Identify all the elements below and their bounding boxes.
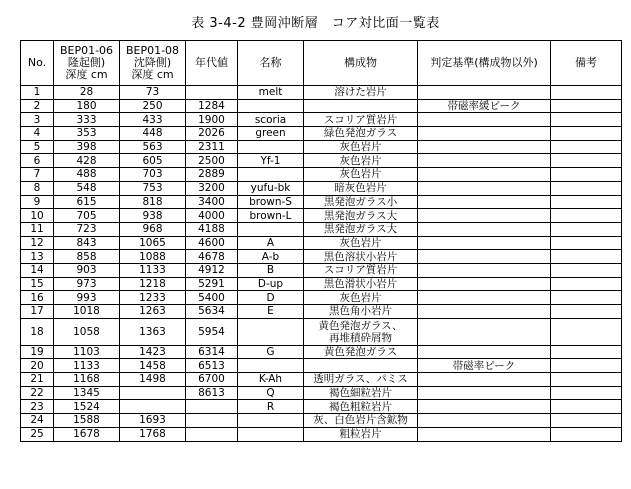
cell-bep08-depth: 1458 [120, 359, 186, 373]
table-row [21, 277, 622, 291]
cell-bep08-depth: 250 [120, 99, 186, 113]
cell-age: 4678 [186, 250, 238, 264]
cell-bep08-depth: 73 [120, 86, 186, 100]
cell-age: 2311 [186, 140, 238, 154]
cell-composition: 黒色滑状小岩片 [304, 277, 418, 291]
cell-bep08-depth: 938 [120, 209, 186, 223]
table-row [21, 127, 622, 141]
cell-criteria [418, 168, 551, 182]
cell-age: 6314 [186, 345, 238, 359]
cell-criteria [418, 236, 551, 250]
cell-bep08-depth [120, 386, 186, 400]
header-bep08-depth [120, 41, 186, 86]
table-row [21, 414, 622, 428]
cell-bep08-depth: 563 [120, 140, 186, 154]
cell-no: 6 [21, 154, 54, 168]
table-row [21, 400, 622, 414]
cell-composition: 灰色岩片 [304, 140, 418, 154]
cell-no: 11 [21, 222, 54, 236]
cell-name [238, 318, 304, 345]
cell-bep06-depth: 428 [54, 154, 120, 168]
cell-remarks [551, 140, 622, 154]
table-row [21, 154, 622, 168]
cell-age: 2500 [186, 154, 238, 168]
cell-composition: 透明ガラス、パミス [304, 373, 418, 387]
cell-criteria [418, 154, 551, 168]
cell-age: 5634 [186, 305, 238, 319]
cell-remarks [551, 373, 622, 387]
cell-bep08-depth: 1065 [120, 236, 186, 250]
cell-no: 24 [21, 414, 54, 428]
cell-criteria [418, 250, 551, 264]
cell-bep08-depth: 605 [120, 154, 186, 168]
cell-age: 5400 [186, 291, 238, 305]
table-row [21, 99, 622, 113]
cell-criteria [418, 222, 551, 236]
cell-no: 21 [21, 373, 54, 387]
table-title: 表 3-4-2 豊岡沖断層 コア対比面一覧表 [191, 16, 440, 31]
cell-composition: 灰色岩片 [304, 236, 418, 250]
cell-criteria [418, 113, 551, 127]
table-row [21, 168, 622, 182]
cell-name [238, 222, 304, 236]
cell-no: 8 [21, 181, 54, 195]
cell-no: 25 [21, 427, 54, 441]
cell-name: K-Ah [238, 373, 304, 387]
cell-bep06-depth: 398 [54, 140, 120, 154]
cell-no: 2 [21, 99, 54, 113]
cell-composition: 粗粒岩片 [304, 427, 418, 441]
header-criteria: 判定基準(構成物以外) [418, 41, 551, 86]
cell-bep08-depth: 1498 [120, 373, 186, 387]
cell-criteria [418, 414, 551, 428]
cell-age [186, 400, 238, 414]
cell-no: 3 [21, 113, 54, 127]
header-name: 名称 [238, 41, 304, 86]
cell-criteria [418, 400, 551, 414]
cell-bep08-depth: 1233 [120, 291, 186, 305]
cell-remarks [551, 305, 622, 319]
cell-remarks [551, 359, 622, 373]
table-row [21, 318, 622, 345]
cell-criteria [418, 305, 551, 319]
cell-name: scoria [238, 113, 304, 127]
table-row [21, 195, 622, 209]
cell-bep06-depth: 1103 [54, 345, 120, 359]
cell-composition: 褐色細粒岩片 [304, 386, 418, 400]
cell-name [238, 414, 304, 428]
cell-bep08-depth: 1218 [120, 277, 186, 291]
table-row [21, 359, 622, 373]
cell-composition: 灰色岩片 [304, 168, 418, 182]
cell-age: 1900 [186, 113, 238, 127]
cell-age: 4000 [186, 209, 238, 223]
cell-age [186, 86, 238, 100]
cell-bep08-depth: 433 [120, 113, 186, 127]
cell-no: 7 [21, 168, 54, 182]
cell-criteria [418, 386, 551, 400]
header-bep06-line2: 隆起側) [67, 56, 106, 69]
cell-name: D [238, 291, 304, 305]
cell-criteria: 帯磁率緩ピーク [418, 99, 551, 113]
cell-remarks [551, 99, 622, 113]
table-row [21, 263, 622, 277]
table-row [21, 250, 622, 264]
table-row [21, 427, 622, 441]
cell-bep06-depth: 1345 [54, 386, 120, 400]
cell-name: green [238, 127, 304, 141]
cell-age [186, 414, 238, 428]
cell-remarks [551, 318, 622, 345]
cell-remarks [551, 414, 622, 428]
cell-name: melt [238, 86, 304, 100]
cell-age: 5954 [186, 318, 238, 345]
cell-composition: 褐色粗粒岩片 [304, 400, 418, 414]
cell-bep06-depth: 1168 [54, 373, 120, 387]
cell-bep06-depth: 1058 [54, 318, 120, 345]
table-row [21, 86, 622, 100]
cell-remarks [551, 263, 622, 277]
cell-name: G [238, 345, 304, 359]
cell-bep08-depth: 1088 [120, 250, 186, 264]
cell-criteria [418, 291, 551, 305]
cell-bep08-depth: 818 [120, 195, 186, 209]
cell-criteria [418, 263, 551, 277]
cell-criteria [418, 140, 551, 154]
header-bep08-line1: BEP01-08 [125, 44, 180, 57]
cell-criteria [418, 209, 551, 223]
cell-bep08-depth: 1263 [120, 305, 186, 319]
cell-no: 15 [21, 277, 54, 291]
cell-bep06-depth: 843 [54, 236, 120, 250]
cell-age: 4600 [186, 236, 238, 250]
cell-bep08-depth: 968 [120, 222, 186, 236]
cell-no: 22 [21, 386, 54, 400]
cell-no: 17 [21, 305, 54, 319]
cell-composition: 黒色溶状小岩片 [304, 250, 418, 264]
cell-remarks [551, 154, 622, 168]
header-remarks: 備考 [551, 41, 622, 86]
cell-criteria [418, 427, 551, 441]
cell-age: 6513 [186, 359, 238, 373]
cell-composition: スコリア質岩片 [304, 113, 418, 127]
cell-name: Q [238, 386, 304, 400]
cell-remarks [551, 209, 622, 223]
header-age: 年代値 [186, 41, 238, 86]
cell-name [238, 427, 304, 441]
cell-remarks [551, 236, 622, 250]
cell-no: 16 [21, 291, 54, 305]
cell-name: D-up [238, 277, 304, 291]
table-row [21, 386, 622, 400]
cell-age: 4912 [186, 263, 238, 277]
cell-composition: スコリア質岩片 [304, 263, 418, 277]
cell-bep08-depth [120, 400, 186, 414]
cell-criteria [418, 318, 551, 345]
cell-remarks [551, 277, 622, 291]
table-row [21, 181, 622, 195]
cell-criteria [418, 181, 551, 195]
cell-remarks [551, 250, 622, 264]
cell-age: 3200 [186, 181, 238, 195]
table-row [21, 140, 622, 154]
cell-name [238, 140, 304, 154]
cell-name: R [238, 400, 304, 414]
cell-no: 9 [21, 195, 54, 209]
cell-bep08-depth: 753 [120, 181, 186, 195]
cell-composition: 黄色発泡ガラス、 再堆積砕屑物 [304, 318, 418, 345]
cell-no: 5 [21, 140, 54, 154]
cell-composition [304, 99, 418, 113]
cell-age: 2026 [186, 127, 238, 141]
cell-bep06-depth: 973 [54, 277, 120, 291]
cell-composition: 溶けた岩片 [304, 86, 418, 100]
cell-remarks [551, 168, 622, 182]
cell-bep08-depth: 1363 [120, 318, 186, 345]
cell-bep08-depth: 1693 [120, 414, 186, 428]
header-bep08-line3: 深度 cm [131, 68, 174, 81]
cell-composition: 黒発泡ガラス大 [304, 222, 418, 236]
cell-no: 20 [21, 359, 54, 373]
header-no: No. [21, 41, 54, 86]
cell-age: 2889 [186, 168, 238, 182]
table-row [21, 291, 622, 305]
cell-name: E [238, 305, 304, 319]
cell-name: A-b [238, 250, 304, 264]
table-row [21, 222, 622, 236]
cell-bep06-depth: 615 [54, 195, 120, 209]
cell-bep06-depth: 723 [54, 222, 120, 236]
cell-bep08-depth: 1423 [120, 345, 186, 359]
cell-name: brown-S [238, 195, 304, 209]
cell-name [238, 168, 304, 182]
cell-name [238, 359, 304, 373]
cell-composition: 黒色角小岩片 [304, 305, 418, 319]
cell-bep06-depth: 488 [54, 168, 120, 182]
cell-criteria: 帯磁率ピーク [418, 359, 551, 373]
cell-bep06-depth: 548 [54, 181, 120, 195]
cell-age: 1284 [186, 99, 238, 113]
cell-no: 18 [21, 318, 54, 345]
cell-no: 1 [21, 86, 54, 100]
cell-no: 19 [21, 345, 54, 359]
cell-bep06-depth: 1678 [54, 427, 120, 441]
cell-bep08-depth: 703 [120, 168, 186, 182]
cell-composition [304, 359, 418, 373]
cell-bep08-depth: 1768 [120, 427, 186, 441]
cell-remarks [551, 291, 622, 305]
cell-composition: 灰色岩片 [304, 154, 418, 168]
cell-bep06-depth: 858 [54, 250, 120, 264]
cell-criteria [418, 195, 551, 209]
cell-composition: 暗灰色岩片 [304, 181, 418, 195]
cell-remarks [551, 113, 622, 127]
cell-name: brown-L [238, 209, 304, 223]
cell-no: 12 [21, 236, 54, 250]
cell-criteria [418, 86, 551, 100]
cell-bep06-depth: 28 [54, 86, 120, 100]
cell-age: 6700 [186, 373, 238, 387]
cell-composition: 黒発泡ガラス大 [304, 209, 418, 223]
cell-bep06-depth: 180 [54, 99, 120, 113]
header-bep06-depth [54, 41, 120, 86]
cell-criteria [418, 345, 551, 359]
cell-bep06-depth: 903 [54, 263, 120, 277]
table-row [21, 345, 622, 359]
cell-age: 8613 [186, 386, 238, 400]
header-bep06-line3: 深度 cm [65, 68, 108, 81]
cell-composition: 灰色岩片 [304, 291, 418, 305]
cell-bep06-depth: 1588 [54, 414, 120, 428]
cell-age [186, 427, 238, 441]
cell-remarks [551, 127, 622, 141]
table-row [21, 209, 622, 223]
core-correlation-table [20, 40, 622, 442]
table-row [21, 305, 622, 319]
cell-criteria [418, 277, 551, 291]
cell-bep06-depth: 353 [54, 127, 120, 141]
cell-composition: 黒発泡ガラス小 [304, 195, 418, 209]
cell-name: B [238, 263, 304, 277]
cell-criteria [418, 373, 551, 387]
cell-composition: 灰、白色岩片含鉱物 [304, 414, 418, 428]
header-composition: 構成物 [304, 41, 418, 86]
table-row [21, 373, 622, 387]
cell-remarks [551, 86, 622, 100]
cell-no: 4 [21, 127, 54, 141]
cell-name: Yf-1 [238, 154, 304, 168]
header-bep06-line1: BEP01-06 [59, 44, 114, 57]
cell-bep06-depth: 1133 [54, 359, 120, 373]
cell-bep06-depth: 705 [54, 209, 120, 223]
cell-no: 14 [21, 263, 54, 277]
cell-remarks [551, 427, 622, 441]
cell-remarks [551, 400, 622, 414]
table-row [21, 236, 622, 250]
cell-name: A [238, 236, 304, 250]
cell-age: 3400 [186, 195, 238, 209]
cell-remarks [551, 386, 622, 400]
cell-bep06-depth: 1524 [54, 400, 120, 414]
cell-age: 5291 [186, 277, 238, 291]
cell-name: yufu-bk [238, 181, 304, 195]
cell-composition: 黄色発泡ガラス [304, 345, 418, 359]
cell-bep06-depth: 1018 [54, 305, 120, 319]
cell-age: 4188 [186, 222, 238, 236]
cell-bep06-depth: 333 [54, 113, 120, 127]
header-bep08-line2: 沈降側) [133, 56, 172, 69]
cell-no: 10 [21, 209, 54, 223]
cell-bep08-depth: 1133 [120, 263, 186, 277]
cell-bep08-depth: 448 [120, 127, 186, 141]
cell-bep06-depth: 993 [54, 291, 120, 305]
cell-no: 13 [21, 250, 54, 264]
cell-remarks [551, 195, 622, 209]
cell-name [238, 99, 304, 113]
cell-criteria [418, 127, 551, 141]
cell-composition: 緑色発泡ガラス [304, 127, 418, 141]
table-row [21, 113, 622, 127]
table-body [21, 86, 622, 442]
header-row [21, 41, 622, 86]
cell-remarks [551, 222, 622, 236]
cell-remarks [551, 181, 622, 195]
cell-remarks [551, 345, 622, 359]
cell-no: 23 [21, 400, 54, 414]
